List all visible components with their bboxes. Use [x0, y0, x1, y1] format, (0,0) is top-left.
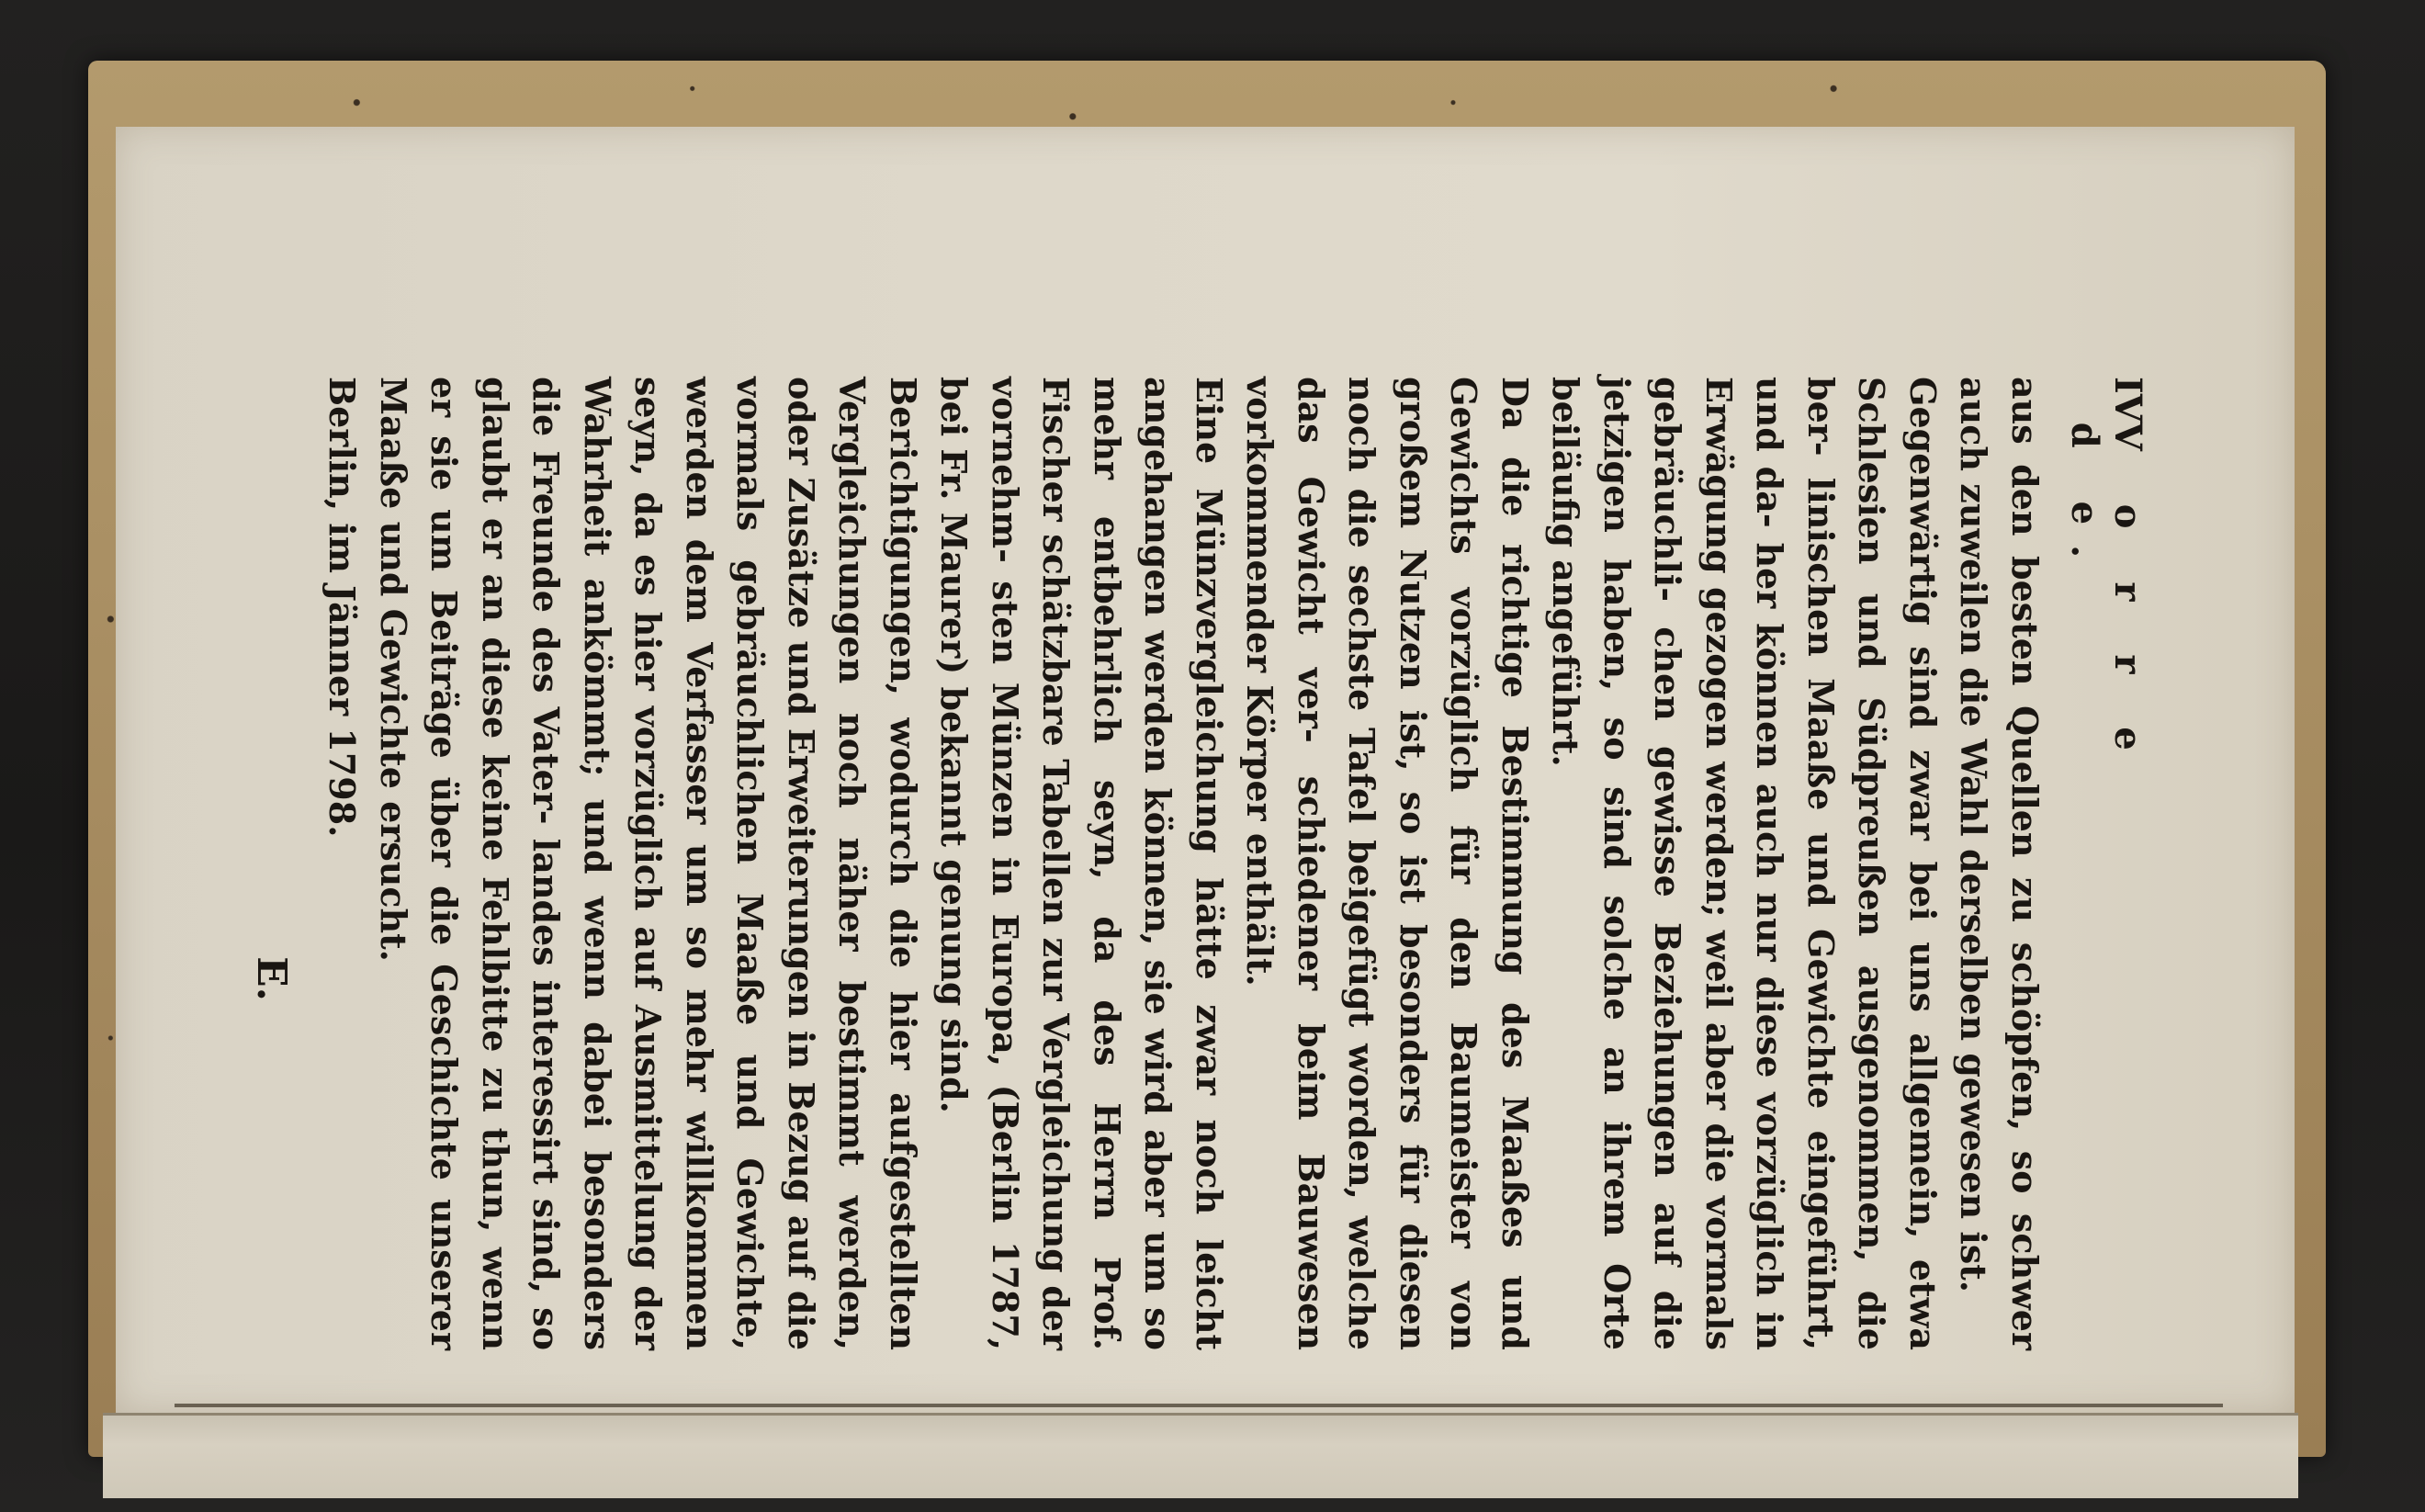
page-fold-line [175, 1404, 2223, 1407]
paragraph-4: Eine Münzvergleichung hätte zwar noch leicht angehangen werden können, sie wird aber um so mehr entbehrlich seyn, da des Herrn Prof. Fischer schätzbare Tabellen zur Vergleichung der vornehm- sten Münzen in Europa, (Berlin 1787, bei Fr. Maurer) bekannt genung sind. [933, 377, 1230, 1350]
paragraph-5: Berichtigungen, wodurch die hier aufgestellten Vergleichungen noch näher bestimmt werden, oder Zusätze und Erweiterungen in Bezug auf die vormals gebräuchlichen Maaße und Gewichte, werden dem Verfasser um so mehr willkommen seyn, da es hier vorzüglich auf Ausmittelung der Wahrheit ankömmt; und wenn dabei besonders die Freunde des Vater- landes interessirt sind, so glaubt er an diese keine Fehlbitte zu thun, wenn er sie um Beiträge über die Geschichte unserer Maaße und Gewichte ersucht. [373, 377, 924, 1350]
running-header [2063, 377, 2149, 1350]
page-lower-edge [103, 1413, 2298, 1498]
paragraph-2: Gegenwärtig sind zwar bei uns allgemein, etwa Schlesien und Südpreußen ausgenommen, die ber- linischen Maaße und Gewichte eingeführt, und da- her können auch nur diese vorzüglich in Erwägung gezogen werden; weil aber die vormals gebräuchli- chen gewisse Beziehungen auf die jetzigen haben, so sind solche an ihrem Orte beiläufig angeführt. [1545, 377, 1944, 1350]
dateline: Berlin, im Jänner 1798. [321, 377, 364, 838]
page-number: IV [2106, 377, 2149, 423]
paragraph-1: aus den besten Quellen zu schöpfen, so schwer auch zuweilen die Wahl derselben gewesen ist. [1953, 377, 2046, 1350]
signature-initial: E. [248, 956, 295, 1001]
printed-text-block [248, 377, 2149, 1350]
paragraph-3: Da die richtige Bestimmung des Maaßes und Gewichts vorzüglich für den Baumeister von großem Nutzen ist, so ist besonders für diesen noch die sechste Tafel beigefügt worden, welche das Gewicht ver- schiedener beim Bauwesen vorkommender Körper enthält. [1239, 377, 1536, 1350]
page-title: V o r r e d e. [2063, 422, 2149, 771]
